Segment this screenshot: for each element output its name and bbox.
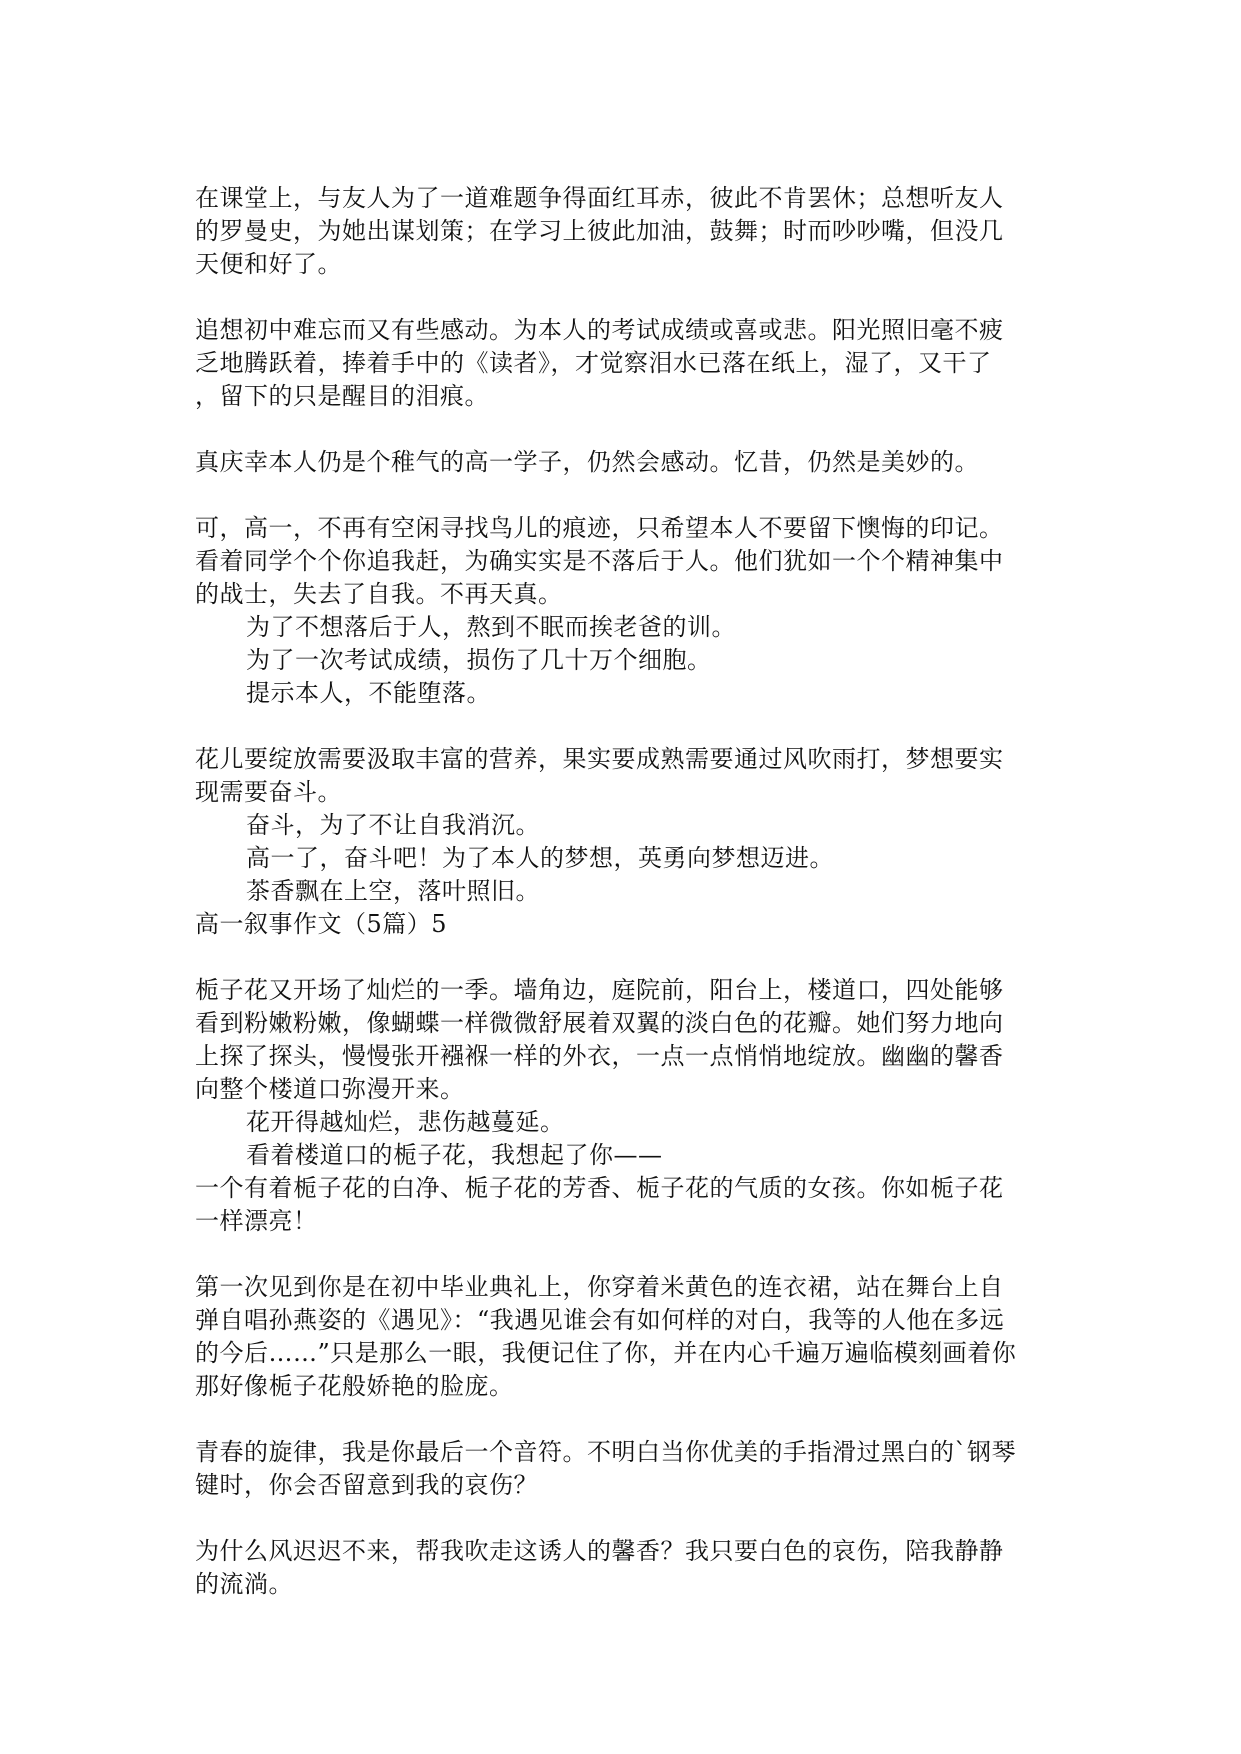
text-line: 为什么风迟迟不来，帮我吹走这诱人的馨香？我只要白色的哀伤，陪我静静 [195, 1537, 1004, 1565]
text-line: 第一次见到你是在初中毕业典礼上，你穿着米黄色的连衣裙，站在舞台上自 [195, 1273, 1004, 1301]
text-line: 追想初中难忘而又有些感动。为本人的考试成绩或喜或悲。阳光照旧毫不疲 [195, 316, 1004, 344]
text-line: 青春的旋律，我是你最后一个音符。不明白当你优美的手指滑过黑白的`钢琴 [195, 1438, 1016, 1466]
text-line: 现需要奋斗。 [195, 778, 342, 806]
text-line: 看着同学个个你追我赶，为确实实是不落后于人。他们犹如一个个精神集中 [195, 547, 1004, 575]
text-line: ，留下的只是醒目的泪痕。 [195, 382, 489, 410]
text-line: 一样漂亮！ [195, 1207, 318, 1235]
text-line: 的今后……”只是那么一眼，我便记住了你，并在内心千遍万遍临模刻画着你 [195, 1339, 1017, 1367]
text-line: 可，高一，不再有空闲寻找鸟儿的痕迹，只希望本人不要留下懊悔的印记。 [195, 514, 1004, 542]
text-line: 在课堂上，与友人为了一道难题争得面红耳赤，彼此不肯罢休；总想听友人 [195, 184, 1004, 212]
text-line: 弹自唱孙燕姿的《遇见》：“我遇见谁会有如何样的对白，我等的人他在多远 [195, 1306, 1005, 1334]
text-line: 一个有着栀子花的白净、栀子花的芳香、栀子花的气质的女孩。你如栀子花 [195, 1174, 1004, 1202]
section-heading: 高一叙事作文（5篇）5 [195, 910, 448, 938]
paragraph [195, 743, 1051, 941]
text-line: 键时，你会否留意到我的哀伤？ [195, 1471, 538, 1499]
indented-line: 为了一次考试成绩，损伤了几十万个细胞。 [246, 646, 712, 674]
indented-line: 奋斗，为了不让自我消沉。 [246, 811, 540, 839]
paragraph [195, 974, 1051, 1238]
text-line: 看到粉嫩粉嫩，像蝴蝶一样微微舒展着双翼的淡白色的花瓣。她们努力地向 [195, 1009, 1004, 1037]
document-body [195, 182, 1051, 1601]
paragraph [195, 1436, 1051, 1502]
text-line: 天便和好了。 [195, 250, 342, 278]
text-line: 真庆幸本人仍是个稚气的高一学子，仍然会感动。忆昔，仍然是美妙的。 [195, 448, 979, 476]
paragraph [195, 182, 1051, 281]
indented-line: 茶香飘在上空，落叶照旧。 [246, 877, 540, 905]
text-line: 的战士，失去了自我。不再天真。 [195, 580, 563, 608]
text-line: 的罗曼史，为她出谋划策；在学习上彼此加油，鼓舞；时而吵吵嘴，但没几 [195, 217, 1004, 245]
text-line: 上探了探头，慢慢张开襁褓一样的外衣，一点一点悄悄地绽放。幽幽的馨香 [195, 1042, 1004, 1070]
indented-line: 为了不想落后于人，熬到不眠而挨老爸的训。 [246, 613, 736, 641]
text-line: 向整个楼道口弥漫开来。 [195, 1075, 465, 1103]
paragraph [195, 1271, 1051, 1403]
indented-line: 提示本人，不能堕落。 [246, 679, 491, 707]
text-line: 栀子花又开场了灿烂的一季。墙角边，庭院前，阳台上，楼道口，四处能够 [195, 976, 1004, 1004]
indented-line: 高一了，奋斗吧！为了本人的梦想，英勇向梦想迈进。 [246, 844, 834, 872]
indented-line: 看着楼道口的栀子花，我想起了你—— [246, 1141, 663, 1169]
text-line: 的流淌。 [195, 1570, 293, 1598]
text-line: 乏地腾跃着，捧着手中的《读者》，才觉察泪水已落在纸上，湿了，又干了 [195, 349, 992, 377]
paragraph [195, 446, 1051, 479]
paragraph [195, 512, 1051, 710]
indented-line: 花开得越灿烂，悲伤越蔓延。 [246, 1108, 565, 1136]
text-line: 花儿要绽放需要汲取丰富的营养，果实要成熟需要通过风吹雨打，梦想要实 [195, 745, 1004, 773]
paragraph [195, 1535, 1051, 1601]
paragraph [195, 314, 1051, 413]
text-line: 那好像栀子花般娇艳的脸庞。 [195, 1372, 514, 1400]
